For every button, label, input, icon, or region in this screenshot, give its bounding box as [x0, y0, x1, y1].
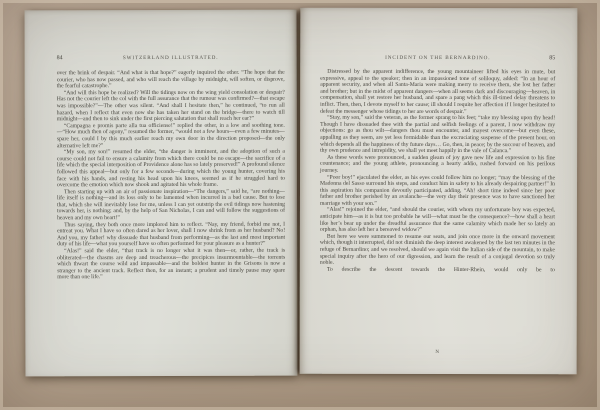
paragraph: “Stay, my son,” said the veteran, as the former sprang to his feet; “take my blessing upon thy head! Though I have dissuaded thee with the partial and selfish feelings of a parent, I now withdraw my objections: go as thou wilt—dangers thou must encounter, and mayest overcome—but even these, appalling as they seem, are yet less formidable than the excruciating suspense of the present hour, on which depends all the happiness of thy future days… Go, then, in peace; by the succour of heaven, and thy own prudence and intrepidity, we shall yet meet happily in the vale of Calanca.”	[320, 114, 556, 155]
left-header-title: SWITZERLAND ILLUSTRATED.	[122, 54, 219, 62]
signature-mark: N	[435, 349, 439, 356]
paragraph: Thus saying, they both once more implored him to reflect. “Nay, my friend, forbid me not, I entreat you. What I have so often dared as her lover, shall I now shrink from as her husband? No! And you, my father! why dissuade that husband from performing—as the last and most important duty of his life—what you yourself have so often performed for your pleasure as a hunter?”	[57, 221, 286, 248]
right-page-number: 85	[549, 55, 556, 62]
left-text-block	[57, 70, 286, 282]
left-page-number: 84	[56, 55, 63, 62]
paragraph: Then starting up with an air of passionate inspiration—“The dangers,” said he, “are nothing—life itself is nothing—and its loss only to be lamented when incurred in a bad cause. But to lose that, which she will inevitably lose for me, unless I can yet outstrip the evil tidings now hastening towards her, is nothing; and, by the help of San Nicholas, I can and will follow the suggestions of heaven and my own heart!”	[57, 188, 286, 222]
paragraph: “Campagna e promis parte alla tua officiense!” replied the other, in a low and soothing tone.—“How much then of agony,” resumed the former, “would not a few hours—even a few minutes—spare her, could I by this much earlier reach my own door in the direction proposed—the only alternative left me?”	[56, 122, 285, 149]
right-text-block	[320, 69, 555, 274]
paragraph: “My son, my son!” resumed the elder, “the danger is imminent, and the adoption of such a course could not fail to ensure a calamity from which there could be no escape—the sacrifice of a life which the special interposition of Providence alone has so lately preserved!” A profound silence followed this appeal—but only for a few seconds—during which the young hunter, covering his face with his hands, and resting his head upon his knees, seemed as if he struggled hard to overcome the emotion which now shook and agitated his whole frame.	[56, 148, 285, 189]
paragraph: “Alas!” said the elder, “that track is no longer what it was then—or, rather, the track is obliterated—the chasms are deep and treacherous—the precipices insurmountable—the torrents which thwart the course wild and impassable—and the boldest hunter in the Grisons is now a stranger to the ancient track. Reflect then, for an instant; a prudent and timely pause may spare more than one life.”	[57, 247, 286, 281]
paragraph: “Poor boy!” ejaculated the elder, as his eyes could follow him no longer; “may the blessing of the Madonna del Sasso surround his steps, and conduct him in safety to his already despairing partner!” In this aspiration his companion devoutly participated, adding, “Ah! short time indeed since her poor father and brother perished by an avalanche—the very day their presence was to have sanctioned her marriage with your son.”	[319, 174, 556, 207]
paragraph: Distressed by the apparent indifference, the young mountaineer lifted his eyes in mute, but expressive, appeal to the speaker; then in an impassioned tone of soliloquy, added: “In an hour of apparent security, and when all Santa-Maria were making merry to receive them, she lost her father and brother; but in the midst of apparent dangers—when all seems dark and discouraging—heaven, in compensation, shall yet restore her husband, and spare a pang which this ill-timed delay threatens to inflict. Then, then, I devote myself to her cause; ill should I requite her affection if I longer hesitated to defeat the messenger whose tidings to her are words of despair.”	[320, 68, 556, 115]
paragraph: But here we were summoned to resume our seats, and join once more in the onward movement which, though it interrupted, did not diminish the deep interest awakened by the last ten minutes in the refuge of Bernardino; and we resolved, should we again visit the Italian side of the mountain, to make special inquiry after the hero of our digression, and learn the result of a conjugal devotion so truly noble.	[319, 233, 555, 266]
left-running-head	[57, 55, 285, 62]
paragraph: To describe the descent towards the Hinter-Rhein, would only be to	[326, 266, 555, 274]
right-page	[300, 8, 578, 375]
right-running-head	[320, 55, 555, 61]
left-page	[25, 10, 298, 377]
paragraph: over the brink of despair. “And what is that hope?” eagerly inquired the other. “The hope that the courier, who has now passed, and who will reach the village by midnight, will soften, or disprove, the fearful catastrophe.”	[56, 69, 285, 90]
paragraph: As these words were pronounced, a sudden gleam of joy gave new life and expression to his fine countenance; and the young athlete, pronouncing a hearty addio, rushed forward on his perilous journey.	[320, 154, 556, 174]
paragraph: “Alas!” rejoined the elder, “and should the courier, with whom my unfortunate boy was expected, anticipate him—as it is but too probable he will—what must be the consequence?—how shall a heart like her’s bear up under the dreadful assurance that the same calamity which made her so lately an orphan, has also left her a bereaved widow?”	[319, 207, 555, 234]
right-header-title: INCIDENT ON THE BERNARDINO.	[385, 54, 491, 62]
paragraph: “And will this hope be realized? Will the tidings now on the wing yield consolation or despair? Has not the courier left the col with the full assurance that the rumour was confirmed?—that escape was impossible?”—The other was silent. “And shall I hesitate then,” he continued, “to run all hazard, when I reflect that even now she has taken her stand on the bridge—there to watch till midnight—and then to sink under the first piercing salutation that shall reach her ear?”	[56, 89, 285, 123]
